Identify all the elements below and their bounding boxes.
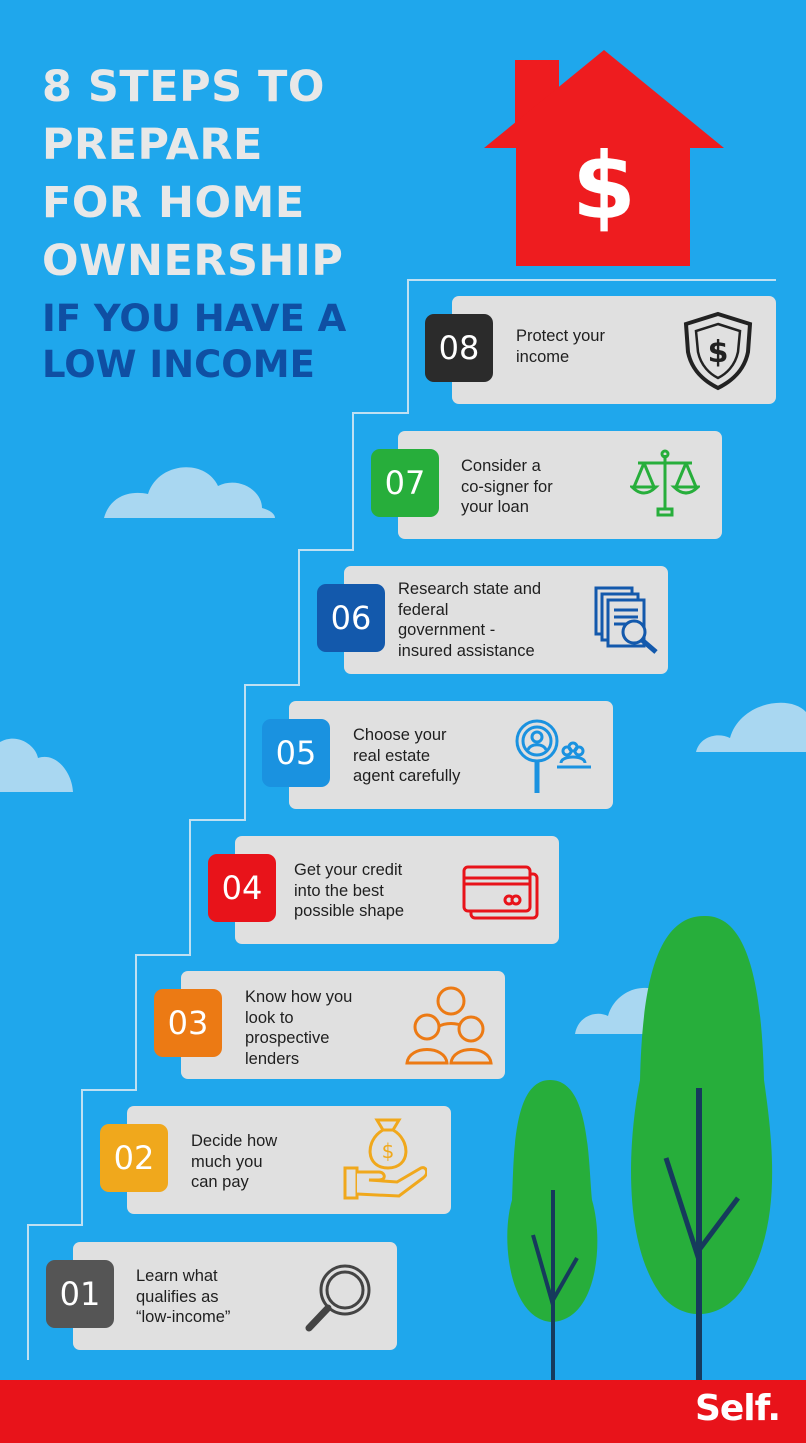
step-number-badge: 02	[100, 1124, 168, 1192]
step-text-line: agent carefully	[353, 767, 461, 785]
page-subtitle	[42, 296, 346, 388]
step-number-badge: 05	[262, 719, 330, 787]
step-text-line: federal	[398, 600, 449, 619]
step-text-line: prospective	[245, 1029, 330, 1047]
dollar-sign-icon: $	[571, 133, 637, 240]
step-text-line: Protect your	[516, 327, 605, 345]
step-number-badge: 01	[46, 1260, 114, 1328]
step-text	[353, 725, 460, 787]
brand-logo[interactable]: Self.	[694, 1388, 780, 1429]
step-text-line: into the best	[294, 881, 384, 900]
balance-scale-icon	[630, 447, 700, 519]
svg-text:$: $	[381, 1139, 395, 1163]
step-text-line: can pay	[191, 1173, 249, 1191]
step-card-06	[344, 566, 668, 674]
subtitle-line: IF YOU HAVE A	[42, 297, 347, 340]
step-text-line: lenders	[245, 1049, 300, 1068]
step-card-03	[181, 971, 505, 1079]
step-text-line: qualifies as	[136, 1287, 219, 1306]
magnifier-icon	[301, 1262, 375, 1334]
step-text-line: Learn what	[136, 1267, 218, 1285]
step-text-line: Research state and	[398, 580, 542, 598]
step-text-line: real estate	[353, 746, 431, 765]
step-text-line: possible shape	[294, 902, 405, 920]
step-text-line: Decide how	[191, 1132, 278, 1150]
step-card-04	[235, 836, 559, 944]
cloud-icon	[696, 703, 806, 752]
footer-bar	[0, 1380, 806, 1443]
step-text-line: co-signer for	[461, 477, 553, 496]
step-text	[191, 1131, 277, 1193]
step-text-line: look to	[245, 1008, 294, 1027]
cloud-icon	[0, 739, 73, 792]
title-line: 8 STEPS TO	[42, 62, 325, 112]
agent-search-icon	[513, 717, 593, 797]
small-tree-icon	[507, 1080, 597, 1380]
step-number-badge: 07	[371, 449, 439, 517]
step-text	[461, 456, 553, 518]
step-text-line: Get your credit	[294, 861, 403, 879]
step-number-badge: 03	[154, 989, 222, 1057]
tall-tree-icon	[631, 916, 772, 1380]
step-text-line: Know how you	[245, 988, 353, 1006]
hand-money-bag-icon	[343, 1116, 427, 1202]
title-line: OWNERSHIP	[42, 236, 344, 286]
step-card-02	[127, 1106, 451, 1214]
step-text	[136, 1266, 230, 1328]
step-text-line: your loan	[461, 498, 529, 516]
step-text-line: much you	[191, 1152, 263, 1171]
step-text-line: insured assistance	[398, 641, 535, 660]
step-text-line: government -	[398, 621, 496, 639]
step-text-line: “low-income”	[136, 1308, 231, 1326]
step-card-08	[452, 296, 776, 404]
step-text	[245, 987, 352, 1069]
title-line: FOR HOME	[42, 178, 305, 228]
house-icon	[484, 50, 724, 266]
step-text-line: income	[516, 347, 570, 366]
credit-card-icon	[461, 864, 541, 924]
step-card-05	[289, 701, 613, 809]
step-number-badge: 04	[208, 854, 276, 922]
step-card-01	[73, 1242, 397, 1350]
shield-dollar-icon	[680, 308, 756, 392]
step-number-badge: 06	[317, 584, 385, 652]
step-text	[294, 860, 404, 922]
title-line: PREPARE	[42, 120, 263, 170]
people-group-icon	[405, 981, 495, 1067]
document-search-icon	[592, 584, 662, 656]
cloud-icon	[104, 467, 275, 518]
subtitle-line: LOW INCOME	[42, 343, 315, 386]
step-number-badge: 08	[425, 314, 493, 382]
step-text	[398, 579, 541, 661]
step-text-line: Consider a	[461, 457, 541, 475]
step-card-07	[398, 431, 722, 539]
svg-text:$: $	[707, 335, 729, 370]
step-text	[516, 326, 605, 367]
page-title	[42, 58, 343, 290]
step-text-line: Choose your	[353, 726, 447, 744]
